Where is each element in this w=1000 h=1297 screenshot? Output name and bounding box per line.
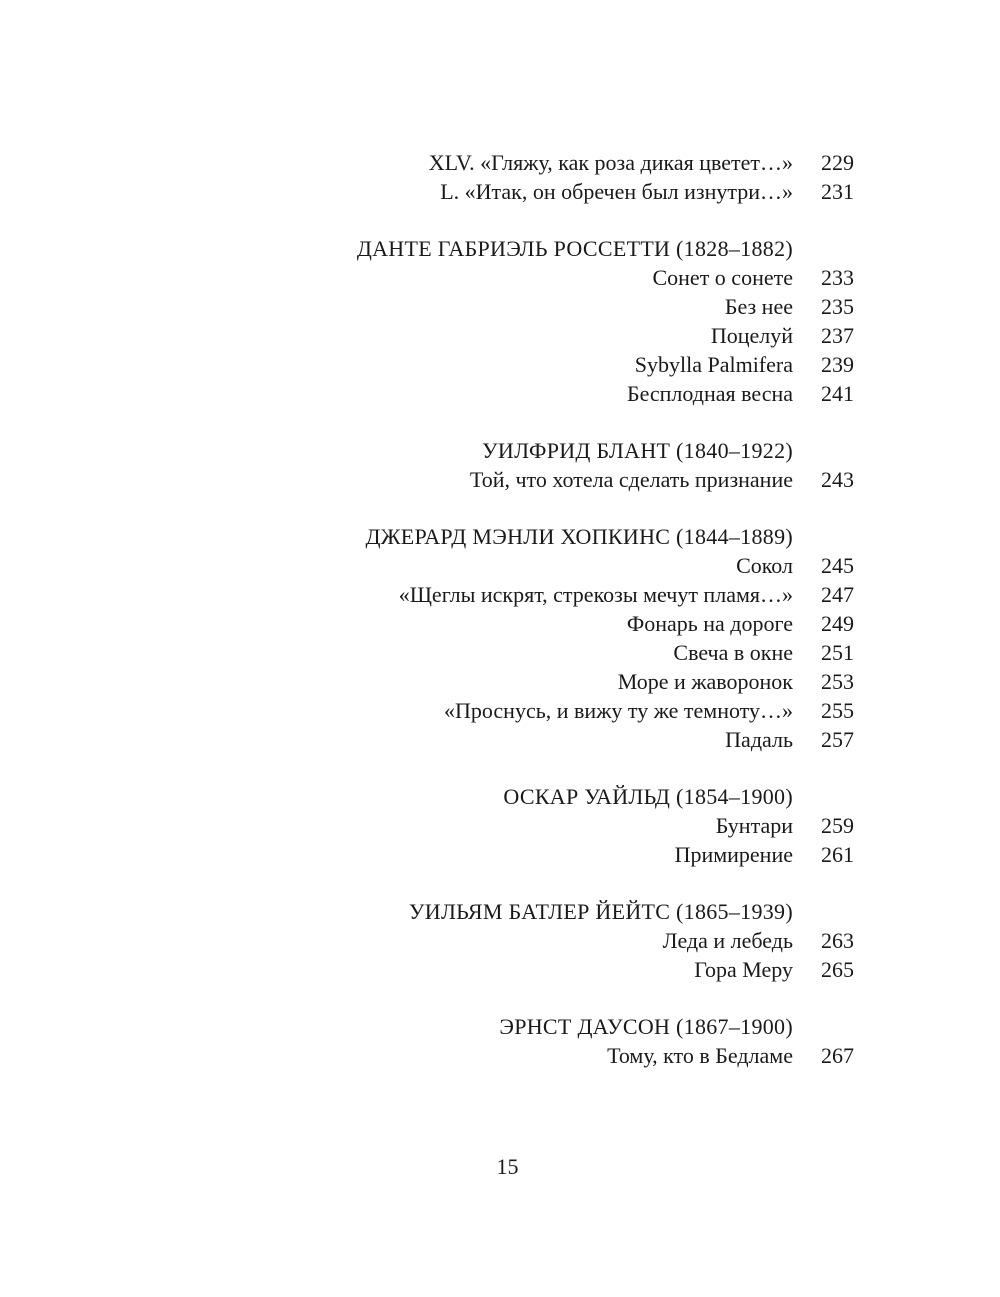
entry-page-number: 253 [821, 669, 854, 694]
author-name: ДАНТЕ ГАБРИЭЛЬ РОССЕТТИ (1828–1882) [356, 236, 793, 261]
entry-page-number: 249 [821, 611, 854, 636]
author-heading [0, 897, 1000, 926]
author-name: ЭРНСТ ДАУСОН (1867–1900) [499, 1014, 793, 1039]
toc-entry [0, 609, 1000, 638]
toc-entry [0, 465, 1000, 494]
author-name: ОСКАР УАЙЛЬД (1854–1900) [503, 784, 793, 809]
entry-title: «Щеглы искрят, стрекозы мечут пламя…» [398, 582, 793, 607]
entry-page-number: 239 [821, 352, 854, 377]
toc-entry [0, 955, 1000, 984]
toc-section [0, 436, 1000, 494]
toc-section [0, 234, 1000, 408]
entry-page-number: 267 [821, 1043, 854, 1068]
entry-title: Гора Меру [694, 957, 793, 982]
entry-title: XLV. «Гляжу, как роза дикая цветет…» [428, 150, 793, 175]
entry-page-number: 237 [821, 323, 854, 348]
toc-entry [0, 580, 1000, 609]
toc-entry [0, 840, 1000, 869]
toc-entry [0, 638, 1000, 667]
entry-page-number: 259 [821, 813, 854, 838]
entry-page-number: 245 [821, 553, 854, 578]
entry-page-number: 265 [821, 957, 854, 982]
author-heading [0, 436, 1000, 465]
entry-title: Свеча в окне [673, 640, 793, 665]
entry-title: Сокол [736, 553, 793, 578]
toc-section [0, 897, 1000, 984]
entry-page-number: 233 [821, 265, 854, 290]
entry-title: Сонет о сонете [652, 265, 793, 290]
entry-page-number: 261 [821, 842, 854, 867]
entry-title: L. «Итак, он обречен был изнутри…» [440, 179, 793, 204]
entry-title: Бесплодная весна [626, 381, 793, 406]
author-name: УИЛЬЯМ БАТЛЕР ЙЕЙТС (1865–1939) [408, 899, 793, 924]
entry-title: Фонарь на дороге [626, 611, 793, 636]
entry-page-number: 251 [821, 640, 854, 665]
toc-entry [0, 725, 1000, 754]
toc-entry [0, 811, 1000, 840]
author-heading [0, 522, 1000, 551]
toc-entry [0, 667, 1000, 696]
entry-title: «Проснусь, и вижу ту же темноту…» [443, 698, 793, 723]
entry-page-number: 243 [821, 467, 854, 492]
toc-section [0, 522, 1000, 754]
toc-entry [0, 321, 1000, 350]
toc-entry [0, 379, 1000, 408]
toc-entry [0, 148, 1000, 177]
entry-page-number: 247 [821, 582, 854, 607]
entry-page-number: 257 [821, 727, 854, 752]
author-name: ДЖЕРАРД МЭНЛИ ХОПКИНС (1844–1889) [365, 524, 793, 549]
entry-title: Тому, кто в Бедламе [607, 1043, 793, 1068]
toc-section [0, 1012, 1000, 1070]
toc-section [0, 148, 1000, 206]
toc-entry [0, 292, 1000, 321]
toc-entry [0, 926, 1000, 955]
toc-entry [0, 696, 1000, 725]
entry-page-number: 255 [821, 698, 854, 723]
toc-entry [0, 350, 1000, 379]
author-heading [0, 1012, 1000, 1041]
entry-title: Море и жаворонок [617, 669, 793, 694]
toc-entry [0, 1041, 1000, 1070]
entry-title: Поцелуй [710, 323, 793, 348]
entry-title: Леда и лебедь [662, 928, 793, 953]
toc-section [0, 782, 1000, 869]
author-heading [0, 782, 1000, 811]
entry-page-number: 235 [821, 294, 854, 319]
author-heading [0, 234, 1000, 263]
entry-title: Без нее [724, 294, 793, 319]
entry-title: Бунтари [715, 813, 793, 838]
entry-title: Sybylla Palmifera [634, 352, 793, 377]
entry-page-number: 263 [821, 928, 854, 953]
author-name: УИЛФРИД БЛАНТ (1840–1922) [482, 438, 793, 463]
entry-page-number: 229 [821, 150, 854, 175]
entry-page-number: 241 [821, 381, 854, 406]
toc-entry [0, 263, 1000, 292]
entry-title: Падаль [725, 727, 793, 752]
table-of-contents [0, 148, 1000, 1070]
entry-title: Той, что хотела сделать признание [469, 467, 793, 492]
page-number: 15 [496, 1154, 519, 1179]
toc-entry [0, 551, 1000, 580]
entry-title: Примирение [674, 842, 793, 867]
entry-page-number: 231 [821, 179, 854, 204]
toc-entry [0, 177, 1000, 206]
